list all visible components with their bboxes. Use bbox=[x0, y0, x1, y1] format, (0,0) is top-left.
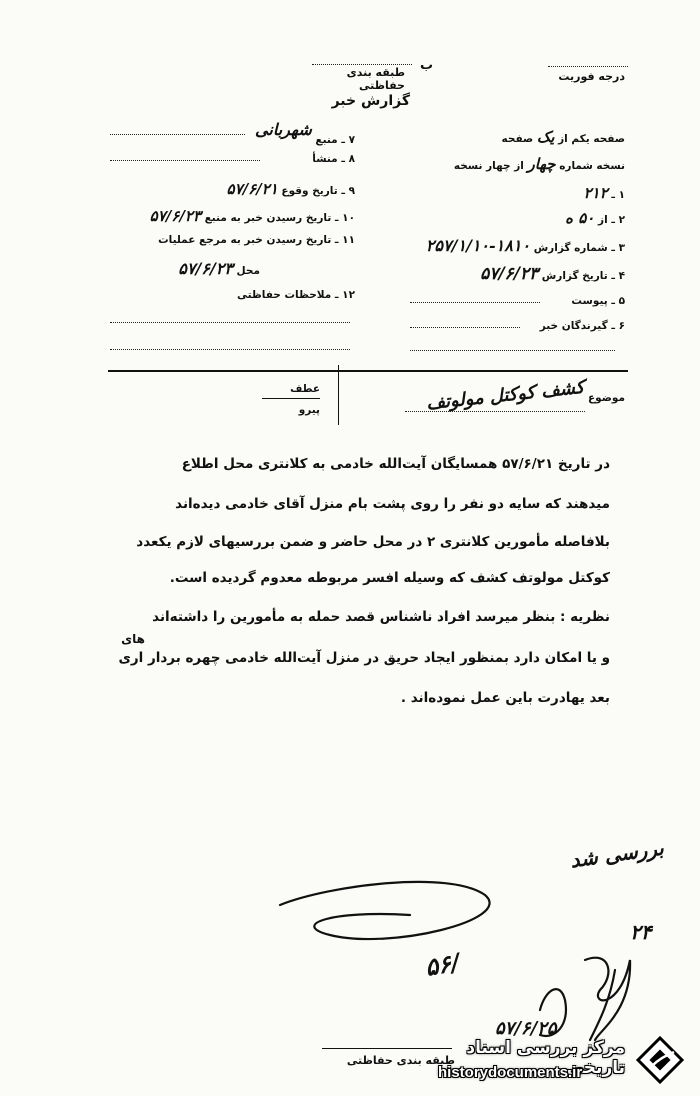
right-field-7-line bbox=[410, 302, 540, 303]
left-field-10: ۱۰ ـ تاریخ رسیدن خبر به منبع ۵۷/۶/۲۳ bbox=[149, 207, 355, 225]
right-field-8: ۶ ـ گیرندگان خبر bbox=[539, 320, 625, 332]
left-field-9: ۹ ـ تاریخ وقوع ۵۷/۶/۲۱ bbox=[226, 180, 355, 198]
body-line-7: بعد یهادرت باین عمل نموده‌اند . bbox=[400, 690, 610, 706]
subject-line bbox=[405, 411, 585, 412]
right-field-5: ۳ ـ شماره گزارش ۱۸۱۰-۲۵۷/۱/۱۰ bbox=[425, 236, 625, 255]
left-blank-line-2 bbox=[110, 349, 350, 350]
classification-line bbox=[312, 64, 412, 65]
header-separator bbox=[108, 370, 628, 372]
left-blank-line-1 bbox=[110, 322, 350, 323]
annotation-signature: بررسی شد bbox=[568, 835, 666, 873]
body-line-1: در تاریخ ۵۷/۶/۲۱ همسایگان آیت‌الله خادمی به کلانتری محل اطلاع bbox=[181, 456, 610, 472]
watermark-url: historydocuments.ir bbox=[438, 1064, 583, 1081]
body-line-5: نظریه : بنظر میرسد افراد ناشناس قصد حمله به مأمورین را داشته‌اند bbox=[152, 609, 610, 625]
right-field-8-line bbox=[410, 327, 520, 328]
form-title: گزارش خبر bbox=[331, 93, 410, 109]
left-field-12: ۱۲ ـ ملاحظات حفاظتی bbox=[236, 289, 355, 301]
right-field-1: صفحه یکم از یک صفحه bbox=[501, 128, 625, 146]
body-line-4: کوکتل مولوتف کشف که وسیله افسر مربوطه معدوم گردیده است. bbox=[169, 570, 610, 586]
right-field-4: ۲ ـ از ۵۰ ه bbox=[565, 209, 625, 227]
body-line-2: میدهند که سایه دو نفر را روی پشت بام منزل آقای خادمی دیده‌اند bbox=[175, 496, 610, 512]
urgency-line bbox=[548, 66, 628, 67]
right-field-6: ۴ ـ تاریخ گزارش ۵۷/۶/۲۳ bbox=[480, 264, 625, 284]
header-marker: ب bbox=[420, 58, 434, 73]
annotation-mark: ۵۶/ bbox=[422, 947, 462, 982]
left-field-location: محل ۵۷/۶/۲۳ bbox=[178, 259, 260, 278]
annotation-number: ۲۴ bbox=[630, 920, 652, 944]
annotation-date: ۵۷/۶/۲۵ bbox=[495, 1018, 557, 1039]
body-line-3: بلافاصله مأمورین کلانتری ۲ در محل حاضر و ضمن بررسیهای لازم یکعدد bbox=[136, 534, 610, 550]
left-field-8-line bbox=[110, 160, 260, 161]
sidebox-bottom: پیرو bbox=[298, 404, 320, 416]
handwritten-annotations bbox=[270, 840, 690, 1060]
left-field-11: ۱۱ ـ تاریخ رسیدن خبر به مرجع عملیات bbox=[158, 234, 355, 246]
right-blank-line bbox=[410, 350, 615, 351]
body-line-6: و یا امکان دارد بمنظور ایجاد حریق در منزل آیت‌الله خادمی چهره بردار اری bbox=[118, 650, 610, 666]
urgency-label: درجه فوریت bbox=[558, 70, 625, 83]
signature-loop-path bbox=[280, 882, 490, 939]
watermark-logo-icon bbox=[630, 1030, 688, 1088]
left-field-8: ۸ ـ منشأ bbox=[312, 153, 355, 165]
insertion-note: های bbox=[121, 632, 145, 646]
right-field-2: نسخه شماره چهار از چهار نسخه bbox=[453, 155, 625, 173]
left-field-7-line bbox=[110, 134, 245, 135]
watermark-text: مرکز بررسی اسناد تاریخی bbox=[466, 1038, 625, 1078]
classification-label: طبقه بندی حفاظتی bbox=[346, 66, 405, 92]
sidebox-divider bbox=[262, 398, 320, 399]
right-field-3: ۱ ـ ۲۱۲ bbox=[583, 184, 625, 202]
sidebox-top: عطف bbox=[290, 383, 320, 395]
sidebox-vertical-rule bbox=[338, 365, 339, 425]
left-field-7: ۷ ـ منبع شهربانی bbox=[255, 120, 355, 146]
right-field-7: ۵ ـ پیوست bbox=[571, 295, 625, 307]
subject-field: موضوع کشف کوکتل مولوتف bbox=[425, 376, 625, 415]
footer-classification-label: طبقه بندی حفاظتی bbox=[346, 1054, 455, 1067]
